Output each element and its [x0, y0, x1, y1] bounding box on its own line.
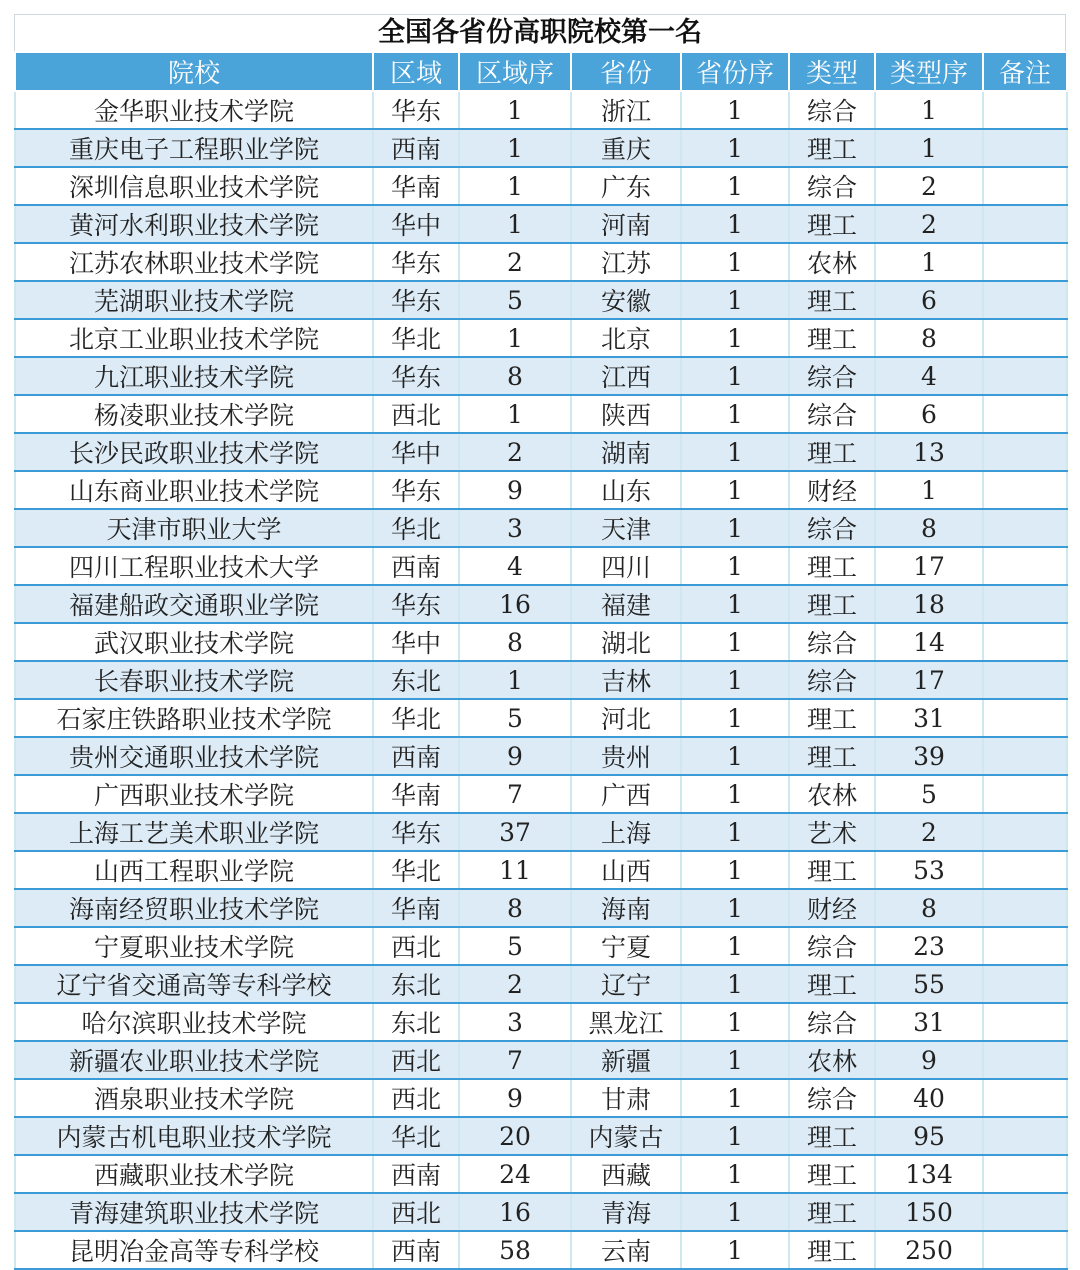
cell-province-rank[interactable]: 1: [681, 167, 789, 205]
table-row: [15, 319, 1067, 357]
cell-type[interactable]: 综合: [789, 1079, 875, 1117]
cell-type[interactable]: 农林: [789, 1041, 875, 1079]
table-row: [15, 927, 1067, 965]
cell-region[interactable]: 西北: [373, 1193, 459, 1231]
cell-type-rank[interactable]: 1: [875, 471, 983, 509]
table-row: [15, 1155, 1067, 1193]
cell-school[interactable]: 武汉职业技术学院: [15, 623, 373, 661]
table-row: [15, 1193, 1067, 1231]
cell-notes[interactable]: [983, 509, 1067, 547]
cell-province[interactable]: 湖南: [571, 433, 681, 471]
cell-school[interactable]: 广西职业技术学院: [15, 775, 373, 813]
cell-school[interactable]: 长沙民政职业技术学院: [15, 433, 373, 471]
cell-province-rank[interactable]: 1: [681, 1117, 789, 1155]
cell-region-rank[interactable]: 16: [459, 1193, 571, 1231]
cell-type[interactable]: 综合: [789, 395, 875, 433]
cell-region-rank[interactable]: 2: [459, 433, 571, 471]
cell-region[interactable]: 西北: [373, 395, 459, 433]
cell-type-rank[interactable]: 40: [875, 1079, 983, 1117]
cell-notes[interactable]: [983, 243, 1067, 281]
cell-region-rank[interactable]: 1: [459, 319, 571, 357]
cell-notes[interactable]: [983, 1041, 1067, 1079]
cell-notes[interactable]: [983, 1155, 1067, 1193]
cell-region-rank[interactable]: 37: [459, 813, 571, 851]
cell-school[interactable]: 西藏职业技术学院: [15, 1155, 373, 1193]
cell-type-rank[interactable]: 6: [875, 395, 983, 433]
table-row: [15, 737, 1067, 775]
cell-region-rank[interactable]: 1: [459, 205, 571, 243]
cell-notes[interactable]: [983, 1117, 1067, 1155]
cell-region[interactable]: 华东: [373, 281, 459, 319]
cell-province[interactable]: 上海: [571, 813, 681, 851]
cell-notes[interactable]: [983, 927, 1067, 965]
cell-region-rank[interactable]: 3: [459, 509, 571, 547]
cell-region-rank[interactable]: 8: [459, 889, 571, 927]
cell-notes[interactable]: [983, 167, 1067, 205]
cell-type[interactable]: 理工: [789, 1155, 875, 1193]
cell-school[interactable]: 天津市职业大学: [15, 509, 373, 547]
cell-notes[interactable]: [983, 775, 1067, 813]
cell-province[interactable]: 四川: [571, 547, 681, 585]
table-row: [15, 851, 1067, 889]
cell-region[interactable]: 华中: [373, 205, 459, 243]
cell-region[interactable]: 华东: [373, 813, 459, 851]
cell-region[interactable]: 华中: [373, 433, 459, 471]
cell-notes[interactable]: [983, 395, 1067, 433]
cell-province[interactable]: 重庆: [571, 129, 681, 167]
cell-type[interactable]: 综合: [789, 509, 875, 547]
cell-type-rank[interactable]: 6: [875, 281, 983, 319]
table-row: [15, 91, 1067, 129]
cell-type[interactable]: 理工: [789, 1117, 875, 1155]
cell-type[interactable]: 理工: [789, 851, 875, 889]
cell-region[interactable]: 华东: [373, 471, 459, 509]
cell-type[interactable]: 艺术: [789, 813, 875, 851]
cell-region-rank[interactable]: 1: [459, 395, 571, 433]
cell-type-rank[interactable]: 13: [875, 433, 983, 471]
cell-notes[interactable]: [983, 813, 1067, 851]
cell-province[interactable]: 海南: [571, 889, 681, 927]
cell-school[interactable]: 新疆农业职业技术学院: [15, 1041, 373, 1079]
cell-province-rank[interactable]: 1: [681, 661, 789, 699]
cell-type-rank[interactable]: 53: [875, 851, 983, 889]
cell-region-rank[interactable]: 5: [459, 699, 571, 737]
cell-type-rank[interactable]: 134: [875, 1155, 983, 1193]
cell-province[interactable]: 辽宁: [571, 965, 681, 1003]
cell-type-rank[interactable]: 150: [875, 1193, 983, 1231]
cell-school[interactable]: 金华职业技术学院: [15, 91, 373, 129]
cell-region-rank[interactable]: 1: [459, 167, 571, 205]
table-row: [15, 1231, 1067, 1269]
cell-school[interactable]: 上海工艺美术职业学院: [15, 813, 373, 851]
cell-notes[interactable]: [983, 547, 1067, 585]
cell-province[interactable]: 北京: [571, 319, 681, 357]
cell-province-rank[interactable]: 1: [681, 965, 789, 1003]
cell-type-rank[interactable]: 55: [875, 965, 983, 1003]
cell-type-rank[interactable]: 14: [875, 623, 983, 661]
cell-notes[interactable]: [983, 889, 1067, 927]
cell-type-rank[interactable]: 95: [875, 1117, 983, 1155]
cell-province[interactable]: 浙江: [571, 91, 681, 129]
table-row: [15, 623, 1067, 661]
cell-school[interactable]: 江苏农林职业技术学院: [15, 243, 373, 281]
cell-region[interactable]: 西南: [373, 1231, 459, 1269]
col-header-province-rank: 省份序: [681, 52, 789, 91]
cell-type-rank[interactable]: 8: [875, 319, 983, 357]
cell-notes[interactable]: [983, 471, 1067, 509]
cell-region[interactable]: 西北: [373, 1041, 459, 1079]
cell-type[interactable]: 理工: [789, 737, 875, 775]
col-header-notes: 备注: [983, 52, 1067, 91]
cell-province-rank[interactable]: 1: [681, 433, 789, 471]
cell-province-rank[interactable]: 1: [681, 927, 789, 965]
cell-type-rank[interactable]: 4: [875, 357, 983, 395]
cell-region-rank[interactable]: 2: [459, 965, 571, 1003]
table-body: [15, 91, 1067, 1269]
cell-notes[interactable]: [983, 129, 1067, 167]
cell-type[interactable]: 综合: [789, 167, 875, 205]
cell-region[interactable]: 东北: [373, 965, 459, 1003]
cell-province[interactable]: 吉林: [571, 661, 681, 699]
cell-school[interactable]: 山东商业职业技术学院: [15, 471, 373, 509]
table-row: [15, 433, 1067, 471]
cell-type-rank[interactable]: 2: [875, 167, 983, 205]
cell-region-rank[interactable]: 9: [459, 471, 571, 509]
cell-province-rank[interactable]: 1: [681, 1041, 789, 1079]
col-header-province: 省份: [571, 52, 681, 91]
cell-region-rank[interactable]: 9: [459, 1079, 571, 1117]
cell-type-rank[interactable]: 2: [875, 813, 983, 851]
cell-region-rank[interactable]: 7: [459, 1041, 571, 1079]
cell-type-rank[interactable]: 23: [875, 927, 983, 965]
table-row: [15, 281, 1067, 319]
cell-notes[interactable]: [983, 661, 1067, 699]
cell-type-rank[interactable]: 1: [875, 243, 983, 281]
cell-province-rank[interactable]: 1: [681, 395, 789, 433]
cell-notes[interactable]: [983, 1003, 1067, 1041]
cell-type-rank[interactable]: 8: [875, 889, 983, 927]
cell-type-rank[interactable]: 8: [875, 509, 983, 547]
cell-notes[interactable]: [983, 1079, 1067, 1117]
cell-region[interactable]: 华中: [373, 623, 459, 661]
table-row: [15, 357, 1067, 395]
cell-school[interactable]: 黄河水利职业技术学院: [15, 205, 373, 243]
cell-province[interactable]: 西藏: [571, 1155, 681, 1193]
cell-region[interactable]: 东北: [373, 1003, 459, 1041]
cell-province-rank[interactable]: 1: [681, 357, 789, 395]
cell-type-rank[interactable]: 1: [875, 129, 983, 167]
cell-type[interactable]: 综合: [789, 927, 875, 965]
cell-type[interactable]: 财经: [789, 889, 875, 927]
cell-region[interactable]: 西北: [373, 927, 459, 965]
cell-province-rank[interactable]: 1: [681, 813, 789, 851]
table-row: [15, 129, 1067, 167]
cell-type-rank[interactable]: 31: [875, 1003, 983, 1041]
cell-region-rank[interactable]: 2: [459, 243, 571, 281]
cell-province[interactable]: 新疆: [571, 1041, 681, 1079]
cell-province[interactable]: 湖北: [571, 623, 681, 661]
cell-province-rank[interactable]: 1: [681, 319, 789, 357]
col-header-school: 院校: [15, 52, 373, 91]
cell-notes[interactable]: [983, 585, 1067, 623]
cell-type[interactable]: 理工: [789, 129, 875, 167]
table-row: [15, 965, 1067, 1003]
cell-region[interactable]: 华东: [373, 357, 459, 395]
cell-province[interactable]: 贵州: [571, 737, 681, 775]
cell-province[interactable]: 山西: [571, 851, 681, 889]
cell-province-rank[interactable]: 1: [681, 1079, 789, 1117]
cell-region-rank[interactable]: 5: [459, 281, 571, 319]
cell-school[interactable]: 杨凌职业技术学院: [15, 395, 373, 433]
cell-notes[interactable]: [983, 699, 1067, 737]
cell-school[interactable]: 哈尔滨职业技术学院: [15, 1003, 373, 1041]
table-row: [15, 547, 1067, 585]
cell-region-rank[interactable]: 58: [459, 1231, 571, 1269]
cell-region-rank[interactable]: 1: [459, 661, 571, 699]
cell-region[interactable]: 东北: [373, 661, 459, 699]
cell-province-rank[interactable]: 1: [681, 699, 789, 737]
cell-type-rank[interactable]: 2: [875, 205, 983, 243]
cell-region[interactable]: 华北: [373, 319, 459, 357]
cell-type[interactable]: 农林: [789, 775, 875, 813]
cell-school[interactable]: 海南经贸职业技术学院: [15, 889, 373, 927]
table-row: [15, 699, 1067, 737]
table-row: [15, 205, 1067, 243]
cell-type[interactable]: 财经: [789, 471, 875, 509]
cell-region-rank[interactable]: 24: [459, 1155, 571, 1193]
cell-region[interactable]: 华北: [373, 851, 459, 889]
cell-notes[interactable]: [983, 737, 1067, 775]
cell-type-rank[interactable]: 39: [875, 737, 983, 775]
cell-region[interactable]: 西南: [373, 547, 459, 585]
cell-school[interactable]: 酒泉职业技术学院: [15, 1079, 373, 1117]
cell-school[interactable]: 贵州交通职业技术学院: [15, 737, 373, 775]
cell-type-rank[interactable]: 18: [875, 585, 983, 623]
cell-province-rank[interactable]: 1: [681, 1193, 789, 1231]
ranking-table: [14, 51, 1068, 1270]
col-header-region-rank: 区域序: [459, 52, 571, 91]
cell-province[interactable]: 福建: [571, 585, 681, 623]
cell-province[interactable]: 安徽: [571, 281, 681, 319]
cell-province[interactable]: 天津: [571, 509, 681, 547]
cell-province[interactable]: 广东: [571, 167, 681, 205]
cell-type-rank[interactable]: 17: [875, 547, 983, 585]
spreadsheet: [14, 14, 1066, 1270]
cell-school[interactable]: 内蒙古机电职业技术学院: [15, 1117, 373, 1155]
cell-type[interactable]: 理工: [789, 1231, 875, 1269]
cell-province-rank[interactable]: 1: [681, 851, 789, 889]
cell-region-rank[interactable]: 11: [459, 851, 571, 889]
cell-school[interactable]: 重庆电子工程职业学院: [15, 129, 373, 167]
cell-region[interactable]: 华南: [373, 889, 459, 927]
cell-school[interactable]: 长春职业技术学院: [15, 661, 373, 699]
cell-notes[interactable]: [983, 851, 1067, 889]
cell-region-rank[interactable]: 1: [459, 129, 571, 167]
cell-school[interactable]: 山西工程职业学院: [15, 851, 373, 889]
cell-type[interactable]: 理工: [789, 281, 875, 319]
cell-province[interactable]: 宁夏: [571, 927, 681, 965]
cell-school[interactable]: 芜湖职业技术学院: [15, 281, 373, 319]
cell-type[interactable]: 理工: [789, 585, 875, 623]
cell-province[interactable]: 河北: [571, 699, 681, 737]
cell-type[interactable]: 综合: [789, 91, 875, 129]
cell-province-rank[interactable]: 1: [681, 1003, 789, 1041]
cell-province[interactable]: 江苏: [571, 243, 681, 281]
cell-type[interactable]: 农林: [789, 243, 875, 281]
cell-region[interactable]: 华南: [373, 775, 459, 813]
cell-notes[interactable]: [983, 357, 1067, 395]
cell-province-rank[interactable]: 1: [681, 91, 789, 129]
cell-province[interactable]: 陕西: [571, 395, 681, 433]
cell-type-rank[interactable]: 31: [875, 699, 983, 737]
cell-type[interactable]: 综合: [789, 623, 875, 661]
cell-region-rank[interactable]: 16: [459, 585, 571, 623]
cell-province-rank[interactable]: 1: [681, 1231, 789, 1269]
cell-province[interactable]: 山东: [571, 471, 681, 509]
cell-school[interactable]: 深圳信息职业技术学院: [15, 167, 373, 205]
cell-notes[interactable]: [983, 319, 1067, 357]
cell-type[interactable]: 综合: [789, 1003, 875, 1041]
cell-province-rank[interactable]: 1: [681, 243, 789, 281]
cell-region[interactable]: 西南: [373, 129, 459, 167]
table-row: [15, 1041, 1067, 1079]
cell-region[interactable]: 华北: [373, 509, 459, 547]
cell-school[interactable]: 北京工业职业技术学院: [15, 319, 373, 357]
table-row: [15, 889, 1067, 927]
cell-region-rank[interactable]: 7: [459, 775, 571, 813]
cell-province-rank[interactable]: 1: [681, 281, 789, 319]
table-row: [15, 1079, 1067, 1117]
cell-province[interactable]: 青海: [571, 1193, 681, 1231]
cell-school[interactable]: 昆明冶金高等专科学校: [15, 1231, 373, 1269]
cell-province[interactable]: 河南: [571, 205, 681, 243]
cell-province[interactable]: 黑龙江: [571, 1003, 681, 1041]
cell-region-rank[interactable]: 4: [459, 547, 571, 585]
cell-type-rank[interactable]: 1: [875, 91, 983, 129]
cell-region[interactable]: 华北: [373, 699, 459, 737]
cell-type[interactable]: 综合: [789, 661, 875, 699]
cell-province-rank[interactable]: 1: [681, 129, 789, 167]
table-row: [15, 167, 1067, 205]
table-row: [15, 395, 1067, 433]
cell-type[interactable]: 理工: [789, 1193, 875, 1231]
cell-notes[interactable]: [983, 1231, 1067, 1269]
table-row: [15, 813, 1067, 851]
col-header-type: 类型: [789, 52, 875, 91]
cell-region-rank[interactable]: 8: [459, 357, 571, 395]
cell-region-rank[interactable]: 20: [459, 1117, 571, 1155]
cell-type-rank[interactable]: 9: [875, 1041, 983, 1079]
cell-region[interactable]: 华东: [373, 243, 459, 281]
cell-province-rank[interactable]: 1: [681, 775, 789, 813]
cell-school[interactable]: 辽宁省交通高等专科学校: [15, 965, 373, 1003]
cell-province-rank[interactable]: 1: [681, 471, 789, 509]
header-row: [15, 52, 1067, 91]
cell-type-rank[interactable]: 5: [875, 775, 983, 813]
cell-school[interactable]: 四川工程职业技术大学: [15, 547, 373, 585]
col-header-type-rank: 类型序: [875, 52, 983, 91]
cell-province[interactable]: 江西: [571, 357, 681, 395]
cell-notes[interactable]: [983, 433, 1067, 471]
cell-type-rank[interactable]: 17: [875, 661, 983, 699]
cell-region[interactable]: 西北: [373, 1079, 459, 1117]
cell-province-rank[interactable]: 1: [681, 585, 789, 623]
cell-province-rank[interactable]: 1: [681, 547, 789, 585]
table-row: [15, 1003, 1067, 1041]
cell-region[interactable]: 华东: [373, 91, 459, 129]
cell-province-rank[interactable]: 1: [681, 889, 789, 927]
cell-province-rank[interactable]: 1: [681, 737, 789, 775]
cell-type[interactable]: 理工: [789, 319, 875, 357]
cell-region[interactable]: 华东: [373, 585, 459, 623]
cell-school[interactable]: 石家庄铁路职业技术学院: [15, 699, 373, 737]
cell-notes[interactable]: [983, 91, 1067, 129]
cell-region-rank[interactable]: 8: [459, 623, 571, 661]
col-header-region: 区域: [373, 52, 459, 91]
cell-province-rank[interactable]: 1: [681, 623, 789, 661]
cell-notes[interactable]: [983, 623, 1067, 661]
table-row: [15, 509, 1067, 547]
cell-province[interactable]: 云南: [571, 1231, 681, 1269]
cell-school[interactable]: 青海建筑职业技术学院: [15, 1193, 373, 1231]
cell-region-rank[interactable]: 5: [459, 927, 571, 965]
cell-notes[interactable]: [983, 205, 1067, 243]
cell-province[interactable]: 甘肃: [571, 1079, 681, 1117]
table-title: 全国各省份高职院校第一名: [14, 14, 1066, 51]
cell-notes[interactable]: [983, 965, 1067, 1003]
cell-type-rank[interactable]: 250: [875, 1231, 983, 1269]
cell-notes[interactable]: [983, 281, 1067, 319]
table-row: [15, 1117, 1067, 1155]
table-row: [15, 471, 1067, 509]
cell-type[interactable]: 理工: [789, 433, 875, 471]
table-row: [15, 585, 1067, 623]
cell-region[interactable]: 西南: [373, 737, 459, 775]
cell-type[interactable]: 理工: [789, 965, 875, 1003]
cell-province-rank[interactable]: 1: [681, 1155, 789, 1193]
table-row: [15, 243, 1067, 281]
cell-school[interactable]: 九江职业技术学院: [15, 357, 373, 395]
cell-region[interactable]: 华南: [373, 167, 459, 205]
cell-province-rank[interactable]: 1: [681, 509, 789, 547]
cell-province-rank[interactable]: 1: [681, 205, 789, 243]
cell-school[interactable]: 宁夏职业技术学院: [15, 927, 373, 965]
cell-region-rank[interactable]: 3: [459, 1003, 571, 1041]
cell-type[interactable]: 理工: [789, 699, 875, 737]
cell-notes[interactable]: [983, 1193, 1067, 1231]
cell-region-rank[interactable]: 9: [459, 737, 571, 775]
table-row: [15, 775, 1067, 813]
cell-type[interactable]: 理工: [789, 205, 875, 243]
cell-region[interactable]: 华北: [373, 1117, 459, 1155]
table-row: [15, 661, 1067, 699]
cell-school[interactable]: 福建船政交通职业学院: [15, 585, 373, 623]
cell-province[interactable]: 内蒙古: [571, 1117, 681, 1155]
cell-province[interactable]: 广西: [571, 775, 681, 813]
cell-region-rank[interactable]: 1: [459, 91, 571, 129]
cell-type[interactable]: 理工: [789, 547, 875, 585]
cell-region[interactable]: 西南: [373, 1155, 459, 1193]
cell-type[interactable]: 综合: [789, 357, 875, 395]
